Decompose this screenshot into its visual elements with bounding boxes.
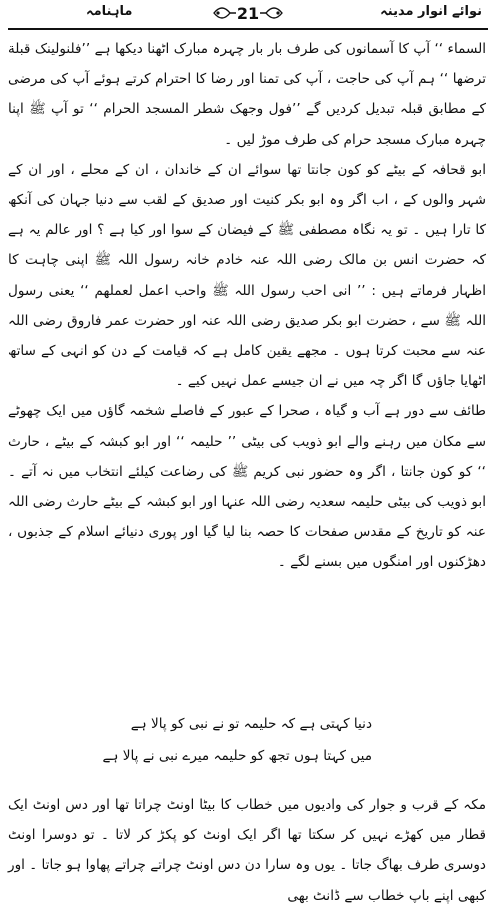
magazine-label: ماہنامہ (86, 4, 133, 19)
page-number: 21 (236, 4, 260, 23)
page-header (0, 0, 496, 30)
paragraph-2: ابو قحافہ کے بیٹے کو کون جانتا تھا سوائے ان کے خاندان ، ان کے محلے ، اور ان کے شہر والوں کے ، اب اگر وہ ابو بکر کنیت اور صدیق کے لقب سے دنیا جہان کی آنکھ کا تارا ہیں ۔ تو یہ نگاہ مصطفی ﷺ کے فیضان کے سوا اور کیا ہے ؟ اور عالم یہ ہے کہ حضرت انس بن مالک رضی اللہ عنہ خادم خانہ رسول اللہ ﷺ اپنی چاہت کا اظہار فرماتے ہیں : ’’ انی احب رسول اللہ ﷺ واحب اعمل لعملھم ‘‘ یعنی رسول اللہ ﷺ سے ، حضرت ابو بکر صدیق رضی اللہ عنہ اور حضرت عمر فاروق رضی اللہ عنہ سے محبت کرتا ہوں ۔ مجھے یقین کامل ہے کہ قیامت کے دن کو انہی کے ساتھ اٹھایا جاؤں گا اگر چہ میں نے ان جیسے عمل نہیں کیے ۔ (8, 161, 486, 390)
verse-line-2: میں کہتا ہوں تجھ کو حلیمہ میرے نبی نے پالا ہے (102, 748, 372, 764)
magazine-title: نوائے انوار مدینہ (380, 4, 482, 19)
verse-line-1: دنیا کہتی ہے کہ حلیمہ تو نے نبی کو پالا ہے (130, 716, 372, 732)
paragraph-3: طائف سے دور ہے آب و گیاہ ، صحرا کے عبور کے فاصلے شخمہ گاؤں میں ایک چھوٹے سے مکان میں رہنے والے ابو ذویب کی بیٹی ’’ حلیمہ ‘‘ اور ابو کبشہ کے بیٹے ، حارث ‘‘ کو کون جانتا ، اگر وہ حضور نبی کریم ﷺ کی رضاعت کیلئے انتخاب میں نہ آتے ۔ ابو ذویب کی بیٹی حلیمہ سعدیہ رضی اللہ عنہا اور ابو کبشہ کے بیٹے حارث رضی اللہ عنہ کو تاریخ کے مقدس صفحات کا حصہ بنا لیا گیا اور پوری دنیائے اسلام کے جذبوں ، دھڑکنوں اور امنگوں میں بسنے لگے ۔ (8, 403, 486, 571)
paragraph-1: السماء ‘‘ آپ کا آسمانوں کی طرف بار بار چہرہ مبارک اٹھنا دیکھا ہے ’’فلنولینک قبلة ترضھا ‘‘ ہم آپ کی حاجت ، آپ کی تمنا اور رضا کا احترام کرتے ہوئے آپ کی مرضی کے مطابق قبلہ تبدیل کردیں گے ’’فول وجھک شطر المسجد الحرام ‘‘ تو آپ ﷺ اپنا چہرہ مبارک مسجد حرام کی طرف موڑ لیں ۔ (8, 41, 486, 148)
article-body (8, 34, 486, 578)
closing-paragraph: مکہ کے قرب و جوار کی وادیوں میں خطاب کا بیٹا اونٹ چراتا تھا اور دس اونٹ ایک قطار میں کھڑے نہیں کر سکتا تھا اگر ایک اونٹ کو پکڑ کر لاتا ۔ تو دوسرا اونٹ دوسری طرف بھاگ جاتا ۔ یوں وہ سارا دن دس اونٹ چراتے چراتے پھاوا ہو جاتا ۔ اور کبھی اپنے باپ خطاب سے ڈانٹ بھی (8, 797, 486, 904)
header-rule (8, 28, 488, 30)
page-number-badge (212, 1, 284, 25)
